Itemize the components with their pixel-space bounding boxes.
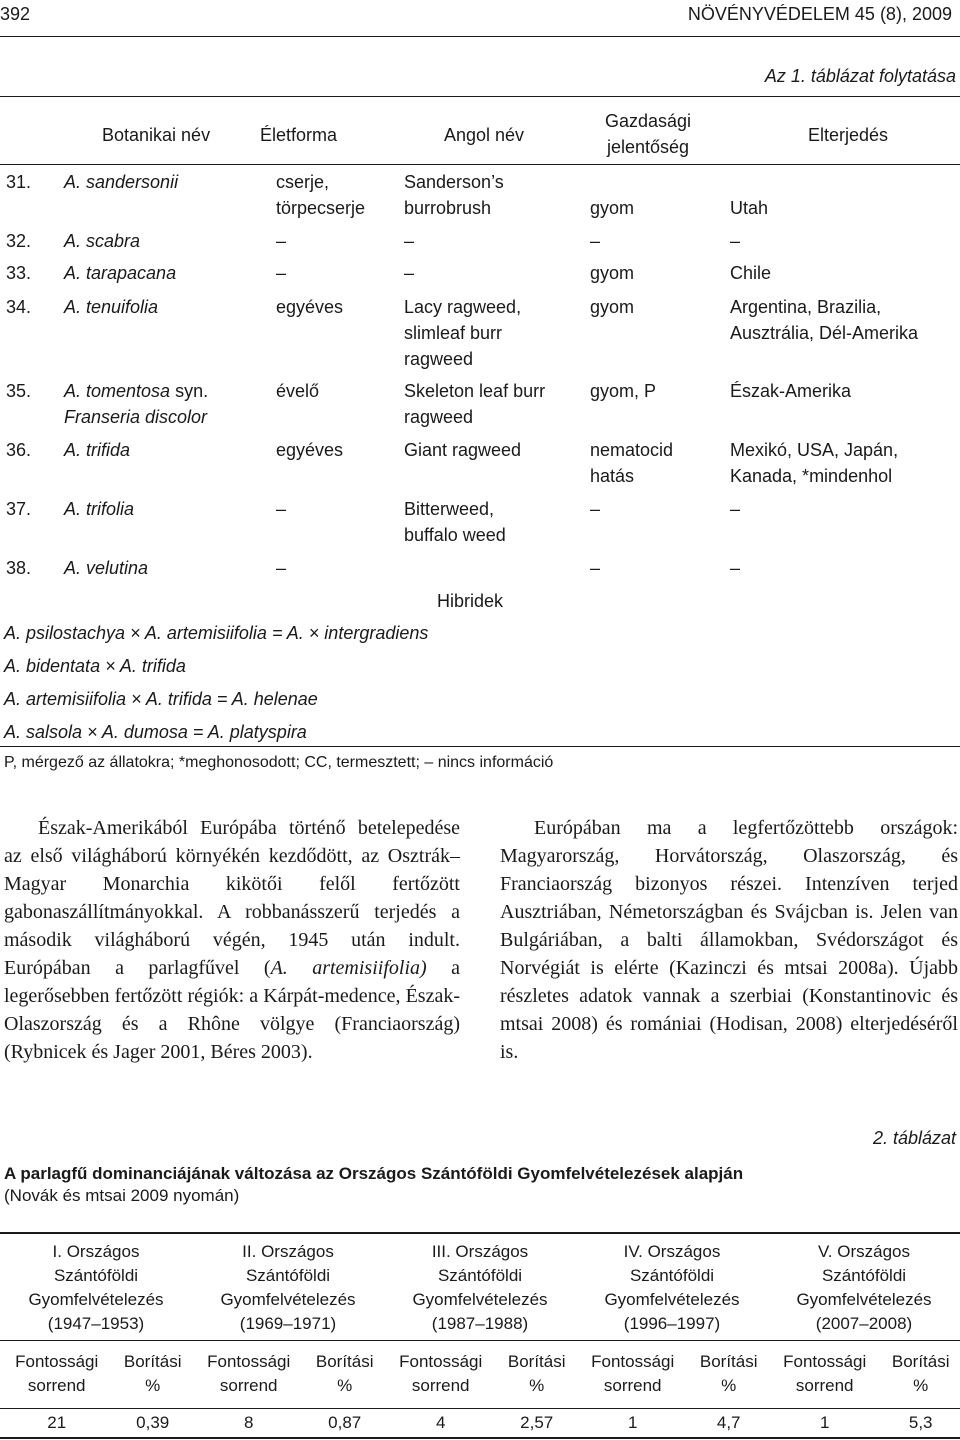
row-number: 32. [6, 231, 32, 251]
subheader-line: % [337, 1376, 353, 1395]
body-left-text-2: a legerősebben fertőzött régiók: a Kárpát-medence, Észak-Olaszország és a Rhône völgye (Franciaország) (Rybnicek és Jager 2001, Béres 2003). [4, 957, 460, 1063]
cover-value: 0,87 [328, 1412, 362, 1432]
subheader-line: % [721, 1376, 737, 1395]
subheader-line: sorrend [603, 1376, 662, 1395]
col-header-economic [600, 108, 696, 160]
survey-header-line: (1996–1997) [623, 1313, 721, 1333]
rank-subheader [0, 1340, 113, 1408]
subheader-line: Borítási [699, 1352, 758, 1371]
survey-header-line: (1969–1971) [239, 1313, 337, 1333]
economic-significance: – [590, 558, 601, 578]
subheader-line: Borítási [123, 1352, 182, 1371]
row-number: 33. [6, 263, 32, 283]
lifeform: – [276, 231, 287, 251]
row-number: 34. [6, 297, 32, 317]
body-paragraph-right: Európában ma a legfertőzöttebb országok: Magyarország, Horvátország, Olaszország, és Franciaország bizonyos részei. Intenzíven terjed Ausztriában, Németországban és Svájcban is. Jelen van Bulgáriában, a balti államokban, Svédországot és Norvégiát is elérte (Kazinczi és mtsai 2008a). Újabb részletes adatok vannak a szerbiai (Konstantinovic és mtsai 2008) és romániai (Hodisan, 2008) elterjedéséről is. [500, 817, 958, 1063]
table2-title: A parlagfű dominanciájának változása az Országos Szántóföldi Gyomfelvételezések alapján [4, 1164, 744, 1183]
subheader-line: sorrend [411, 1376, 470, 1395]
distribution: Ausztrália, Dél-Amerika [730, 323, 919, 343]
survey-header-line: V. Országos [818, 1241, 910, 1261]
col-header-botanical: Botanikai név [102, 125, 211, 145]
header-rule [0, 36, 960, 37]
hybrid-item: A. psilostachya × A. artemisiifolia = A. × intergradiens [4, 623, 429, 643]
hybrids-heading: Hibridek [437, 591, 504, 611]
table2-subheader-row [0, 1340, 960, 1408]
cover-subheader [497, 1340, 576, 1408]
rank-value: 8 [243, 1412, 254, 1432]
distribution: – [730, 499, 741, 519]
body-column-left [4, 814, 460, 1066]
english-name: – [404, 231, 415, 251]
cover-subheader [881, 1340, 960, 1408]
row-number: 36. [6, 440, 32, 460]
english-name: Sanderson’s [404, 172, 504, 192]
botanical-name: A. velutina [64, 558, 149, 578]
body-column-right [500, 814, 958, 1066]
survey-header [768, 1236, 960, 1340]
lifeform: – [276, 499, 287, 519]
hybrid-item: A. artemisiifolia × A. trifida = A. helenae [4, 689, 318, 709]
survey-header [0, 1236, 192, 1340]
economic-significance: – [590, 499, 601, 519]
survey-header [384, 1236, 576, 1340]
survey-header [192, 1236, 384, 1340]
lifeform: törpecserje [276, 198, 366, 218]
subheader-line: sorrend [795, 1376, 854, 1395]
row-number: 37. [6, 499, 32, 519]
table1-continuation-note: Az 1. táblázat folytatása [764, 66, 956, 86]
english-name: slimleaf burr [404, 323, 503, 343]
survey-header-line: Gyomfelvételezés [604, 1289, 740, 1309]
survey-header-line: II. Országos [242, 1241, 334, 1261]
survey-header-line: Gyomfelvételezés [28, 1289, 164, 1309]
cover-value: 2,57 [520, 1412, 554, 1432]
survey-header-line: I. Országos [52, 1241, 140, 1261]
lifeform: cserje, [276, 172, 330, 192]
survey-header-line: Gyomfelvételezés [796, 1289, 932, 1309]
rank-subheader [384, 1340, 497, 1408]
distribution: Kanada, *mindenhol [730, 466, 893, 486]
table1-footnote: P, mérgező az állatokra; *meghonosodott; CC, termesztett; – nincs információ [4, 754, 554, 771]
subheader-line: Fontossági [591, 1352, 675, 1371]
survey-header-line: IV. Országos [623, 1241, 721, 1261]
english-name: Lacy ragweed, [404, 297, 522, 317]
survey-header-line: Szántóföldi [821, 1265, 907, 1285]
cover-value: 0,39 [136, 1412, 170, 1432]
english-name: Skeleton leaf burr [404, 381, 546, 401]
table-row [0, 1408, 960, 1438]
table2-top-rule [0, 1232, 960, 1234]
lifeform: egyéves [276, 440, 344, 460]
body-left-italic: A. artemisiifolia) [270, 957, 427, 979]
hybrid-item: A. salsola × A. dumosa = A. platyspira [4, 722, 307, 742]
botanical-name: A. tomentosa syn. [64, 381, 209, 401]
table1-bottom-rule [0, 746, 960, 747]
subheader-line: Fontossági [399, 1352, 483, 1371]
economic-significance: gyom [590, 297, 635, 317]
distribution: – [730, 231, 741, 251]
subheader-line: % [529, 1376, 545, 1395]
economic-significance: gyom, P [590, 381, 657, 401]
table2-subtitle: (Novák és mtsai 2009 nyomán) [4, 1186, 240, 1205]
lifeform: – [276, 263, 287, 283]
cover-subheader [305, 1340, 384, 1408]
distribution: Chile [730, 263, 772, 283]
cover-value: 5,3 [908, 1412, 933, 1432]
botanical-name-italic: A. tomentosa [64, 381, 171, 401]
lifeform: egyéves [276, 297, 344, 317]
subheader-line: sorrend [219, 1376, 278, 1395]
subheader-line: Fontossági [783, 1352, 867, 1371]
rank-subheader [576, 1340, 689, 1408]
lifeform: – [276, 558, 287, 578]
english-name: ragweed [404, 407, 474, 427]
survey-header-line: III. Országos [431, 1241, 529, 1261]
table2 [0, 1236, 960, 1439]
survey-header-line: Szántóföldi [245, 1265, 331, 1285]
distribution: Utah [730, 198, 769, 218]
row-number: 35. [6, 381, 32, 401]
table2-survey-header-row [0, 1236, 960, 1340]
economic-significance: – [590, 231, 601, 251]
col-header-english: Angol név [444, 125, 525, 145]
col-header-economic-l1: Gazdasági [604, 111, 692, 131]
subheader-line: sorrend [27, 1376, 86, 1395]
table1-top-rule [0, 96, 960, 97]
col-header-distribution: Elterjedés [808, 125, 889, 145]
botanical-name: A. tenuifolia [64, 297, 159, 317]
distribution: Argentina, Brazilia, [730, 297, 882, 317]
survey-header-line: (1947–1953) [47, 1313, 145, 1333]
subheader-line: Borítási [891, 1352, 950, 1371]
botanical-name: A. tarapacana [64, 263, 177, 283]
english-name: burrobrush [404, 198, 492, 218]
cover-subheader [113, 1340, 192, 1408]
botanical-name: A. trifida [64, 440, 131, 460]
survey-header-line: Gyomfelvételezés [412, 1289, 548, 1309]
distribution: Észak-Amerika [730, 381, 852, 401]
cover-subheader [689, 1340, 768, 1408]
survey-header [576, 1236, 768, 1340]
subheader-line: % [145, 1376, 161, 1395]
subheader-line: Borítási [507, 1352, 566, 1371]
cover-value: 4,7 [716, 1412, 741, 1432]
survey-header-line: (1987–1988) [431, 1313, 529, 1333]
botanical-synonym: Franseria discolor [64, 407, 208, 427]
rank-subheader [768, 1340, 881, 1408]
body-paragraph-left [4, 814, 460, 1066]
table1-header-rule [0, 164, 960, 165]
economic-significance: gyom [590, 263, 635, 283]
economic-significance: nematocid [590, 440, 674, 460]
hybrid-item: A. bidentata × A. trifida [4, 656, 186, 676]
row-number: 38. [6, 558, 32, 578]
survey-header-line: (2007–2008) [815, 1313, 913, 1333]
journal-title: NÖVÉNYVÉDELEM 45 (8), 2009 [687, 4, 952, 24]
col-header-lifeform: Életforma [260, 125, 338, 145]
rank-value: 1 [819, 1412, 830, 1432]
botanical-name: A. scabra [64, 231, 141, 251]
english-name: – [404, 263, 415, 283]
subheader-line: Fontossági [207, 1352, 291, 1371]
english-name: Bitterweed, [404, 499, 495, 519]
english-name: Giant ragweed [404, 440, 522, 460]
subheader-line: % [913, 1376, 929, 1395]
survey-header-line: Szántóföldi [53, 1265, 139, 1285]
table2-label: 2. táblázat [872, 1128, 956, 1148]
distribution: – [730, 558, 741, 578]
rank-value: 1 [627, 1412, 638, 1432]
economic-significance: gyom [590, 198, 635, 218]
row-number: 31. [6, 172, 32, 192]
botanical-name: A. sandersonii [64, 172, 179, 192]
english-name: buffalo weed [404, 525, 506, 545]
rank-value: 4 [435, 1412, 446, 1432]
body-left-text: Észak-Amerikából Európába történő betelepedése az első világháború környékén kezdődött, az Osztrák–Magyar Monarchia kikötői felől fertőzött gabonaszállítmányokkal. A robbanásszerű terjedés a második világháború végén, 1945 után indult. Európában a parlagfűvel ( [4, 817, 460, 979]
col-header-economic-l2: jelentőség [606, 137, 690, 157]
botanical-name: A. trifolia [64, 499, 135, 519]
english-name: ragweed [404, 349, 474, 369]
distribution: Mexikó, USA, Japán, [730, 440, 899, 460]
survey-header-line: Szántóföldi [437, 1265, 523, 1285]
lifeform: évelő [276, 381, 320, 401]
subheader-line: Borítási [315, 1352, 374, 1371]
rank-value: 21 [47, 1412, 67, 1432]
page-number: 392 [0, 4, 31, 24]
survey-header-line: Gyomfelvételezés [220, 1289, 356, 1309]
survey-header-line: Szántóföldi [629, 1265, 715, 1285]
rank-subheader [192, 1340, 305, 1408]
subheader-line: Fontossági [15, 1352, 99, 1371]
economic-significance: hatás [590, 466, 635, 486]
